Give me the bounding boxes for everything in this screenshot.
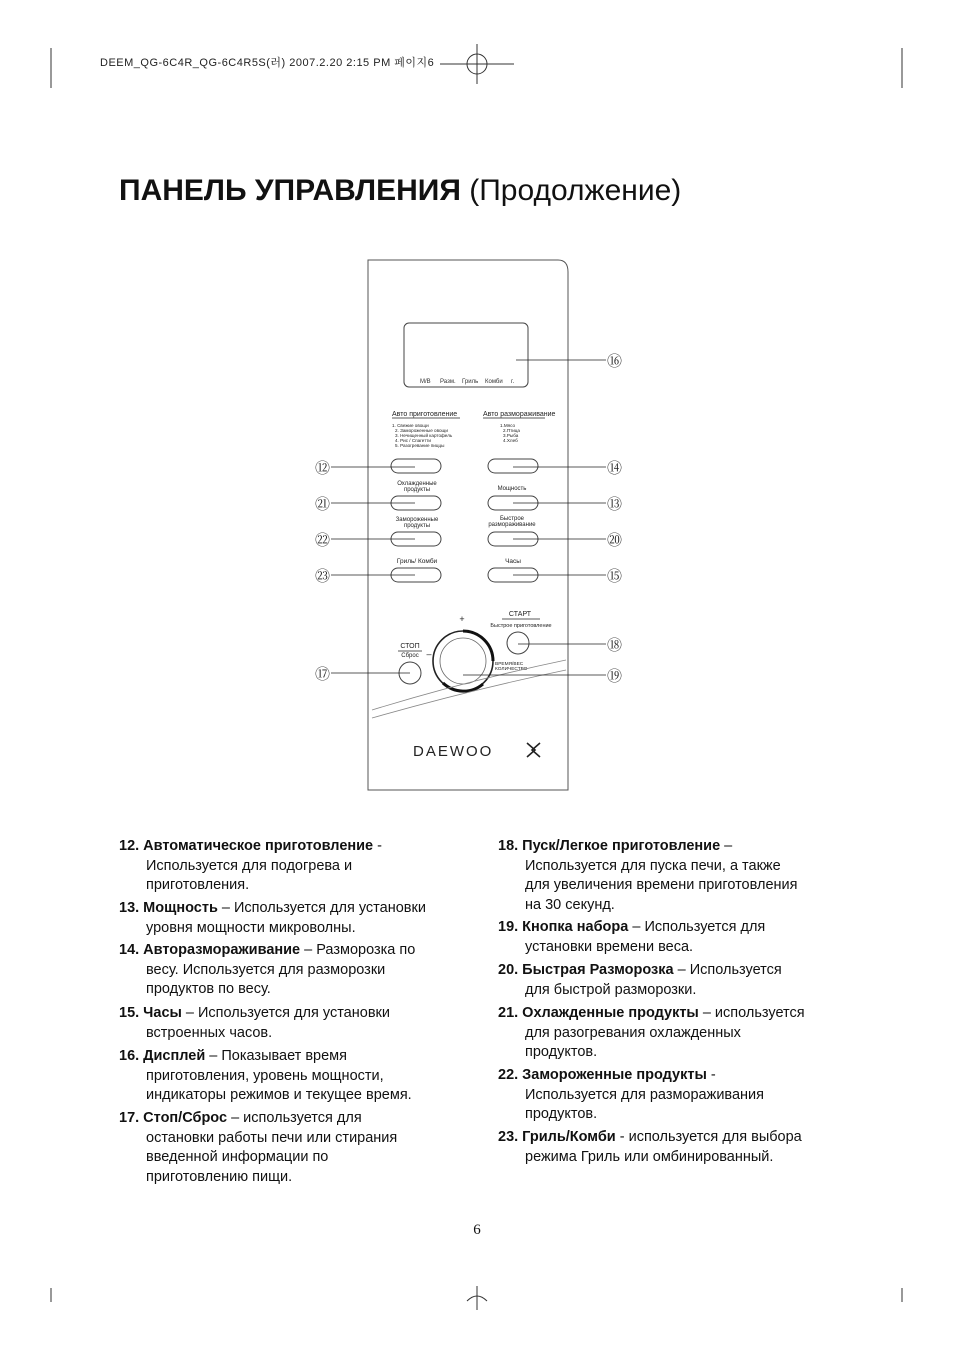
indicator-combi: Комби [485,379,503,385]
auto-defrost-item: 2.Птица [503,428,520,433]
page-title [119,174,681,208]
legend-line: весу. Используется для разморозки [146,961,386,978]
legend-line: Используется для пуска печи, а также [525,857,781,874]
auto-cook-item: 3. Нечищенный картофель [395,433,453,438]
legend-sep: – используется для [227,1110,362,1126]
legend-term: 14. Авторазмораживание [119,942,301,958]
legend-line: для разогревания охлажденных [525,1024,741,1041]
control-panel-diagram [300,252,640,800]
display-window [404,323,528,387]
legend-line: уровня мощности микроволны. [146,919,356,936]
legend-term: 20. Быстрая Разморозка [498,962,674,978]
start-button[interactable] [507,632,529,654]
reset-label: Сброс [401,653,419,659]
frozen-label-line1: Замороженные [395,517,439,523]
legend-term: 15. Часы [119,1005,182,1021]
auto-cook-item: 4. Рис / Спагетти [395,438,431,443]
svg-text:DAEWOO: DAEWOO [413,743,494,760]
legend-sep: - [706,1067,716,1083]
legend-sep: – Разморозка по [300,942,416,958]
time-weight-label-line1: ВРЕМЯ/ВЕС [495,662,524,667]
callout-22: ㉒ [315,532,331,549]
start-label: СТАРТ [508,611,532,618]
clock-label: Часы [505,558,521,565]
daewoo-logo [413,743,540,760]
legend-term: 19. Кнопка набора [498,919,629,935]
callout-17: ⑰ [315,666,331,683]
legend-sep: - используется для выбора [615,1129,802,1145]
legend-term: 13. Мощность [119,900,218,916]
print-header: DEEM_QG-6C4R_QG-6C4R5S(러) 2007.2.20 2:15 PM 페이지6 [100,57,435,69]
legend-term: 17. Стоп/Сброс [119,1110,228,1126]
legend-item-20 [498,961,782,1000]
legend-line: остановки работы печи или стирания [146,1129,398,1146]
legend-term: 22. Замороженные продукты [498,1067,707,1083]
dial-plus-label: + [459,614,465,624]
legend-line: индикаторы режимов и текущее время. [146,1087,412,1103]
legend-item-19 [498,918,765,957]
chilled-label-line2: продукты [403,487,431,493]
auto-cook-list [392,423,453,448]
auto-cook-heading: Авто приготовление [392,411,458,418]
auto-cook-item: 5. Разогревание пиццы [395,443,445,448]
legend-sep: – Используется для установки [181,1005,390,1021]
legend-line: установки времени веса. [525,938,694,955]
callout-23: ㉓ [315,568,331,585]
auto-defrost-item: 3.Рыба [503,433,519,438]
callout-13: ⑬ [607,496,623,513]
auto-cook-item: 1. Свежие овощи [392,423,429,428]
legend-item-17 [119,1109,397,1187]
frozen-label-line2: продукты [403,523,431,529]
callout-20: ⑳ [607,532,623,549]
legend-line: продуктов. [525,1106,598,1122]
legend-right [498,837,843,1177]
legend-item-16 [119,1047,412,1106]
callout-12: ⑫ [315,460,331,477]
legend-sep: – Используется для [628,919,766,935]
page-title-main: ПАНЕЛЬ УПРАВЛЕНИЯ [119,174,461,207]
dial-minus-label: – [426,649,432,659]
legend-sep: – Показывает время [205,1048,348,1064]
legend-line: продуктов по весу. [146,981,271,997]
auto-cook-button[interactable] [391,459,441,473]
legend-item-18 [498,837,797,915]
legend-line: приготовления, уровень мощности, [146,1067,384,1084]
auto-defrost-button[interactable] [488,459,538,473]
callout-lines [331,360,606,675]
indicator-grill: Гриль [462,379,479,385]
legend-line: приготовлению пищи. [146,1168,293,1185]
legend-line: для быстрой разморозки. [525,981,697,998]
legend-line: Используется для размораживания [525,1086,764,1103]
grill-combi-label: Гриль/ Комби [396,558,438,565]
legend-line: для увеличения времени приготовления [525,877,798,893]
legend-term: 21. Охлажденные продукты [498,1005,699,1021]
page-number: 6 [473,1222,481,1238]
legend-term: 12. Автоматическое приготовление [119,838,374,854]
auto-defrost-item: 1.Мясо [500,423,516,428]
callout-15: ⑮ [607,568,623,585]
indicator-mb: M/B [420,379,431,385]
legend-term: 23. Гриль/Комби [498,1129,616,1145]
legend-sep: – [720,838,733,854]
legend-term: 16. Дисплей [119,1048,206,1064]
legend-item-14 [119,941,415,1000]
time-weight-label-line2: КОЛИЧЕСТВО [495,667,528,672]
legend-line: продуктов. [525,1044,598,1060]
legend-item-12 [119,837,382,896]
callout-16: ⑯ [607,353,623,370]
legend-sep: – используется [698,1005,805,1021]
power-label: Мощность [497,486,527,492]
easy-cook-label: Быстрое приготовление [490,623,552,629]
legend-left [119,837,464,1197]
legend-line: Используется для подогрева и [146,857,353,874]
auto-cook-item: 2. Замороженные овощи [395,428,448,433]
stop-label: СТОП [400,643,420,650]
auto-defrost-item: 4.Хлеб [503,438,518,443]
display-indicators [420,379,514,385]
legend-line: на 30 секунд. [525,896,615,913]
indicator-defrost: Разм. [440,379,456,385]
legend-item-15 [119,1004,390,1043]
legend-sep: – Используется [673,962,782,978]
legend-line: встроенных часов. [146,1024,273,1041]
legend-line: режима Гриль или омбинированный. [525,1148,774,1165]
legend-term: 18. Пуск/Легкое приготовление [498,838,721,854]
legend-sep: – Используется для установки [217,900,426,916]
legend-item-22 [498,1066,764,1125]
callout-19: ⑲ [607,668,623,685]
callout-14: ⑭ [607,460,623,477]
legend-line: приготовления. [146,877,250,893]
legend-item-23 [498,1128,802,1167]
legend-sep: - [373,838,382,854]
callout-21: ㉑ [315,496,331,513]
quick-defrost-label-line2: размораживание [488,522,536,528]
quick-defrost-label-line1: Быстрое [499,516,525,522]
auto-defrost-list [500,423,520,443]
callout-18: ⑱ [607,637,623,654]
legend-line: введенной информации по [146,1149,329,1165]
chilled-label-line1: Охлажденные [397,481,437,487]
indicator-gram: г. [511,379,515,385]
page-title-sub: (Продолжение) [469,174,682,207]
legend-item-13 [119,899,426,938]
auto-defrost-heading: Авто размораживание [483,411,556,418]
legend-item-21 [498,1004,805,1063]
